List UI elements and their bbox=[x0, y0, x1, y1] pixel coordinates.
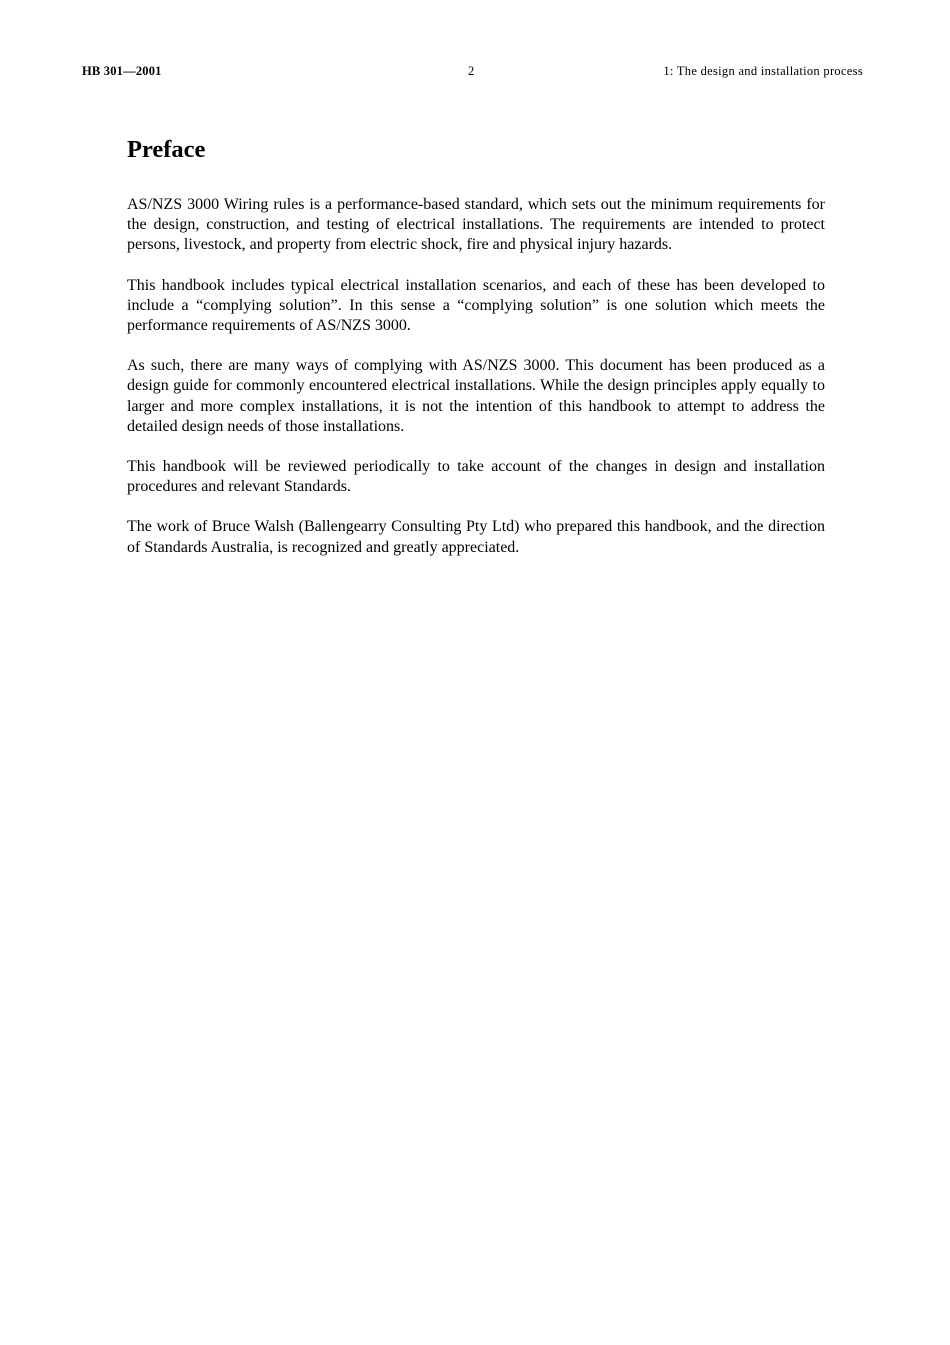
document-id: HB 301—2001 bbox=[82, 64, 162, 78]
preface-heading: Preface bbox=[127, 136, 206, 163]
running-header bbox=[82, 62, 863, 80]
preface-paragraph: AS/NZS 3000 Wiring rules is a performance-based standard, which sets out the minimum requirements for the design, construction, and testing of electrical installations. The requirements are intended to protect persons, livestock, and property from electric shock, fire and physical injury hazards. bbox=[127, 196, 825, 254]
page-number: 2 bbox=[468, 64, 475, 78]
section-title: 1: The design and installation process bbox=[663, 64, 863, 78]
preface-paragraph: This handbook includes typical electrical installation scenarios, and each of these has been developed to include a “complying solution”. In this sense a “complying solution” is one solution which meets the performance requirements of AS/NZS 3000. bbox=[127, 276, 825, 335]
preface-section bbox=[127, 134, 825, 578]
preface-paragraph: As such, there are many ways of complying with AS/NZS 3000. This document has been produced as a design guide for commonly encountered electrical installations. While the design principles apply equally to larger and more complex installations, it is not the intention of this handbook to attempt to address the detailed design needs of those installations. bbox=[127, 357, 825, 435]
preface-paragraph: The work of Bruce Walsh (Ballengearry Consulting Pty Ltd) who prepared this handbook, and the direction of Standards Australia, is recognized and greatly appreciated. bbox=[127, 518, 825, 556]
preface-paragraph: This handbook will be reviewed periodically to take account of the changes in design and installation procedures and relevant Standards. bbox=[127, 458, 825, 496]
